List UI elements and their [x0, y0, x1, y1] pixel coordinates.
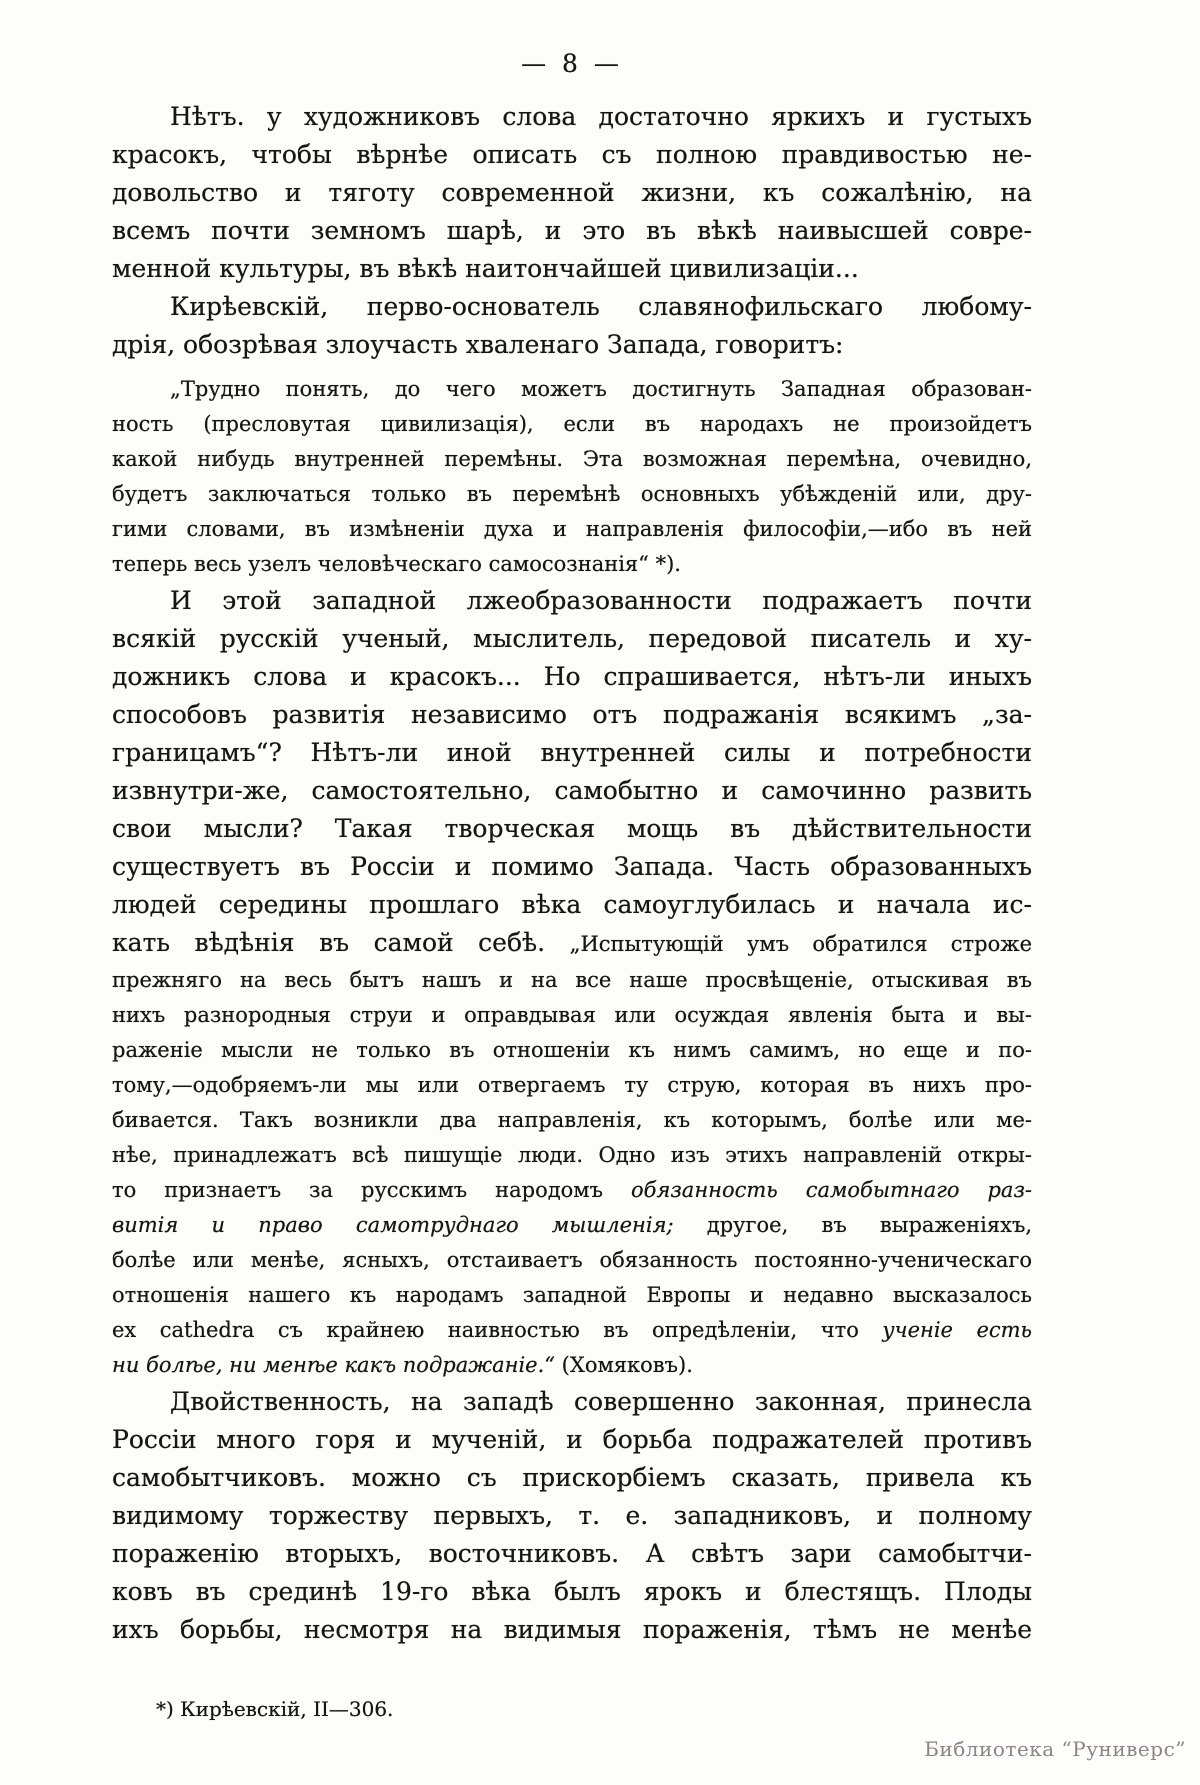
text-line	[112, 1278, 1032, 1313]
paragraph	[112, 372, 1032, 582]
text-segment: всемъ почти земномъ шарѣ, и это въ вѣкѣ наивысшей совре-	[112, 216, 1032, 245]
paragraph	[112, 582, 1032, 1383]
text-segment: нѣе, принадлежатъ всѣ пишущіе люди. Одно изъ этихъ направленій откры-	[112, 1143, 1032, 1167]
text-segment: ность (пресловутая цивилизація), если въ народахъ не произойдетъ	[112, 412, 1032, 436]
paragraph	[112, 288, 1032, 364]
text-line	[112, 250, 1032, 288]
text-segment: всякій русскій ученый, мыслитель, передовой писатель и ху-	[112, 624, 1032, 653]
text-line	[112, 734, 1032, 772]
text-line	[112, 1348, 1032, 1383]
text-segment: Кирѣевскій, перво-основатель славянофильскаго любому-	[170, 292, 1032, 321]
text-line	[112, 98, 1032, 136]
text-line	[112, 620, 1032, 658]
text-line	[112, 1243, 1032, 1278]
text-line	[112, 1535, 1032, 1573]
text-segment: нихъ разнородныя струи и оправдывая или осуждая явленія быта и вы-	[112, 1003, 1032, 1027]
text-line	[112, 1103, 1032, 1138]
text-segment: границамъ“? Нѣтъ-ли иной внутренней силы и потребности	[112, 738, 1032, 767]
text-block	[112, 98, 1032, 1649]
text-line	[112, 998, 1032, 1033]
text-segment: самобытчиковъ. можно съ прискорбіемъ сказать, привела къ	[112, 1463, 1032, 1492]
text-segment: „Трудно понять, до чего можетъ достигнуть Западная образован-	[170, 377, 1032, 401]
text-line	[112, 924, 1032, 963]
text-segment: И этой западной лжеобразованности подражаетъ почти	[170, 586, 1032, 615]
text-segment: свои мысли? Такая творческая мощь въ дѣйствительности	[112, 814, 1032, 843]
text-line	[112, 658, 1032, 696]
text-line	[112, 1033, 1032, 1068]
text-segment: будетъ заключаться только въ перемѣнѣ основныхъ убѣжденій или, дру-	[112, 482, 1032, 506]
text-segment: извнутри-же, самостоятельно, самобытно и самочинно развить	[112, 776, 1032, 805]
text-line	[112, 326, 1032, 364]
text-segment: то признаетъ за русскимъ народомъ	[112, 1178, 631, 1202]
text-line	[112, 547, 1032, 582]
text-segment: Двойственность, на западѣ совершенно законная, принесла	[170, 1387, 1032, 1416]
text-segment: ни болѣе, ни менѣе какъ подражаніе.“	[112, 1353, 555, 1377]
library-watermark: Библиотека “Руниверс”	[924, 1737, 1186, 1761]
paragraph	[112, 98, 1032, 288]
text-segment: прежняго на весь бытъ нашъ и на все наше просвѣщеніе, отыскивая въ	[112, 968, 1032, 992]
text-segment: пораженію вторыхъ, восточниковъ. А свѣтъ зари самобытчи-	[112, 1539, 1032, 1568]
text-line	[112, 1383, 1032, 1421]
footnote: *) Кирѣевскій, II—306.	[156, 1697, 394, 1721]
text-segment: гими словами, въ измѣненіи духа и направленія философіи,—ибо въ ней	[112, 517, 1032, 541]
text-line	[112, 1313, 1032, 1348]
text-line	[112, 212, 1032, 250]
text-segment: раженіе мысли не только въ отношеніи къ нимъ самимъ, но еще и по-	[112, 1038, 1032, 1062]
text-segment: (Хомяковъ).	[555, 1353, 693, 1377]
page-number: — 8 —	[521, 49, 623, 78]
text-line	[112, 288, 1032, 326]
text-segment: Нѣтъ. у художниковъ слова достаточно яркихъ и густыхъ	[170, 102, 1032, 131]
text-line	[112, 1497, 1032, 1535]
text-segment: существуетъ въ Россіи и помимо Запада. Часть образованныхъ	[112, 852, 1032, 881]
text-segment: обязанность самобытнаго раз-	[630, 1178, 1032, 1202]
text-line	[112, 407, 1032, 442]
text-line	[112, 1611, 1032, 1649]
text-line	[112, 372, 1032, 407]
text-segment: теперь весь узелъ человѣческаго самосознанія“ *).	[112, 552, 681, 576]
text-line	[112, 772, 1032, 810]
text-segment: бивается. Такъ возникли два направленія, къ которымъ, болѣе или ме-	[112, 1108, 1032, 1132]
text-segment: ex cathedra съ крайнею наивностью въ опредѣленіи, что	[112, 1318, 883, 1342]
text-line	[112, 810, 1032, 848]
text-segment: дожникъ слова и красокъ... Но спрашивается, нѣтъ-ли иныхъ	[112, 662, 1032, 691]
text-line	[112, 512, 1032, 547]
text-segment: болѣе или менѣе, ясныхъ, отстаиваетъ обязанность постоянно-ученическаго	[112, 1248, 1032, 1272]
text-line	[112, 1421, 1032, 1459]
text-segment: витія и право самотруднаго мышленія;	[112, 1213, 674, 1237]
text-line	[112, 1459, 1032, 1497]
paragraph	[112, 1383, 1032, 1649]
text-segment: ихъ борьбы, несмотря на видимыя пораженія, тѣмъ не менѣе	[112, 1615, 1032, 1644]
text-line	[112, 1068, 1032, 1103]
text-segment: ковъ въ срединѣ 19-го вѣка былъ ярокъ и блестящъ. Плоды	[112, 1577, 1032, 1606]
text-line	[112, 1173, 1032, 1208]
text-line	[112, 442, 1032, 477]
text-segment: кать вѣдѣнія въ самой себѣ.	[112, 928, 570, 957]
text-segment: способовъ развитія независимо отъ подражанія всякимъ „за-	[112, 700, 1032, 729]
text-segment: другое, въ выраженіяхъ,	[673, 1213, 1032, 1237]
text-segment: Россіи много горя и мученій, и борьба подражателей противъ	[112, 1425, 1032, 1454]
text-line	[112, 1138, 1032, 1173]
text-segment: ученіе есть	[882, 1318, 1032, 1342]
text-line	[112, 963, 1032, 998]
text-segment: красокъ, чтобы вѣрнѣе описать съ полною правдивостью не-	[112, 140, 1032, 169]
text-segment: видимому торжеству первыхъ, т. е. западниковъ, и полному	[112, 1501, 1032, 1530]
text-segment: какой нибудь внутренней перемѣны. Эта возможная перемѣна, очевидно,	[112, 447, 1032, 471]
text-segment: людей середины прошлаго вѣка самоуглубилась и начала ис-	[112, 890, 1032, 919]
text-segment: довольство и тяготу современной жизни, къ сожалѣнію, на	[112, 178, 1032, 207]
text-line	[112, 174, 1032, 212]
text-line	[112, 477, 1032, 512]
text-segment: отношенія нашего къ народамъ западной Европы и недавно высказалось	[112, 1283, 1032, 1307]
text-segment: дрія, обозрѣвая злоучасть хваленаго Запада, говоритъ:	[112, 330, 844, 359]
text-segment: менной культуры, въ вѣкѣ наитончайшей цивилизаціи...	[112, 254, 859, 283]
text-line	[112, 848, 1032, 886]
text-line	[112, 136, 1032, 174]
text-line	[112, 582, 1032, 620]
text-line	[112, 1208, 1032, 1243]
text-line	[112, 886, 1032, 924]
text-line	[112, 1573, 1032, 1611]
text-segment: „Испытующій умъ обратился строже	[569, 932, 1032, 956]
text-line	[112, 696, 1032, 734]
text-segment: тому,—одобряемъ-ли мы или отвергаемъ ту струю, которая въ нихъ про-	[112, 1073, 1032, 1097]
